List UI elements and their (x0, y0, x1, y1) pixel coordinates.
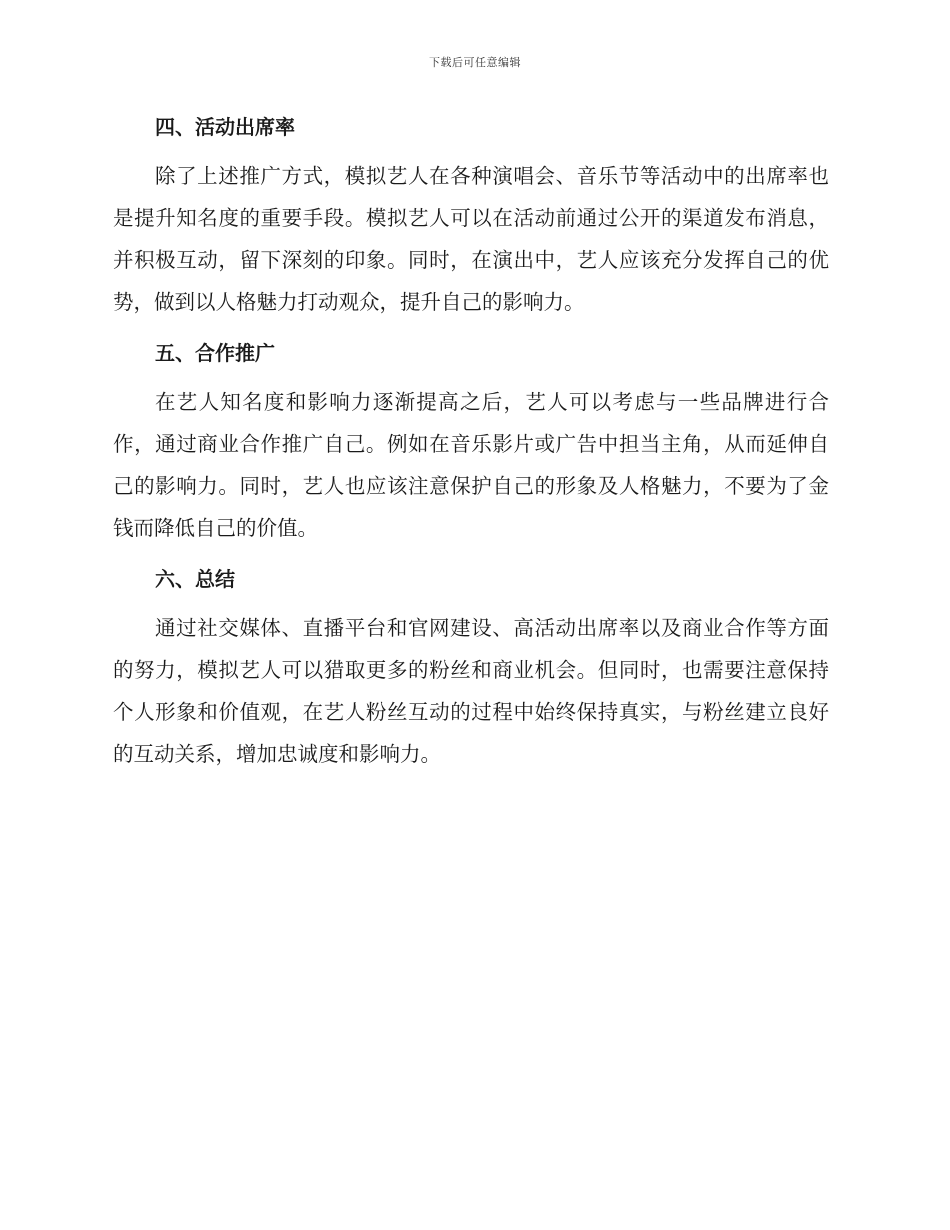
section-paragraph-summary: 通过社交媒体、直播平台和官网建设、高活动出席率以及商业合作等方面的努力，模拟艺人可以猎取更多的粉丝和商业机会。但同时，也需要注意保持个人形象和价值观，在艺人粉丝互动的过程中始终保持真实，与粉丝建立良好的互动关系，增加忠诚度和影响力。 (113, 616, 829, 766)
page-header: 下载后可任意编辑 (429, 56, 521, 69)
section-paragraph-cooperation: 在艺人知名度和影响力逐渐提高之后，艺人可以考虑与一些品牌进行合作，通过商业合作推广自己。例如在音乐影片或广告中担当主角，从而延伸自己的影响力。同时，艺人也应该注意保护自己的形象及人格魅力，不要为了金钱而降低自己的价值。 (113, 390, 829, 540)
section-heading-attendance: 四、活动出席率 (155, 115, 295, 139)
document-body (113, 112, 829, 775)
section-heading-summary: 六、总结 (155, 567, 235, 591)
section-heading-cooperation: 五、合作推广 (155, 341, 275, 365)
section-paragraph-attendance: 除了上述推广方式，模拟艺人在各种演唱会、音乐节等活动中的出席率也是提升知名度的重要手段。模拟艺人可以在活动前通过公开的渠道发布消息，并积极互动，留下深刻的印象。同时，在演出中，艺人应该充分发挥自己的优势，做到以人格魅力打动观众，提升自己的影响力。 (113, 164, 829, 314)
